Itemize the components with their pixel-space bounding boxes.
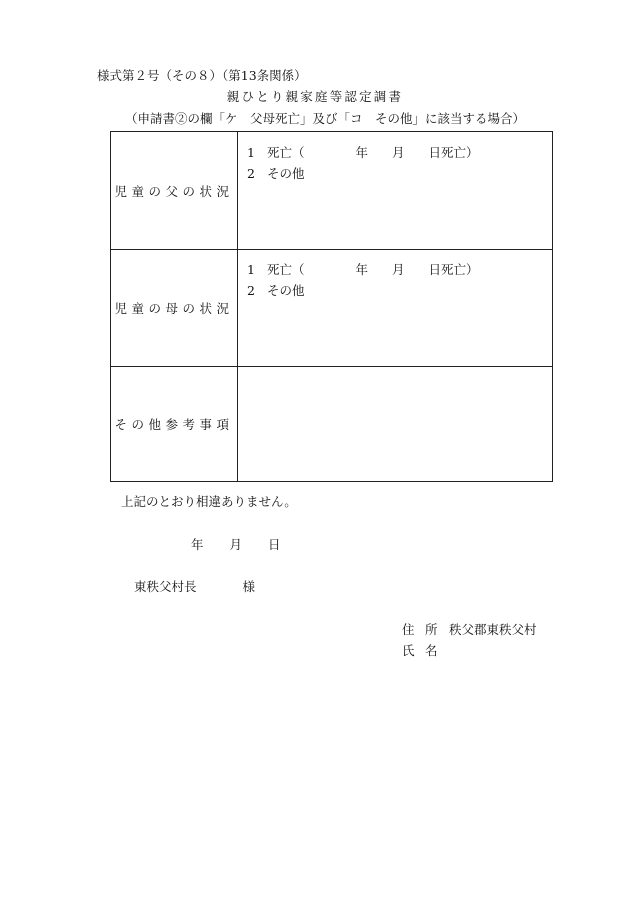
month-unit: 月 [392, 145, 405, 160]
row-label-father: 児童の父の状況 [111, 132, 238, 249]
row-label-mother: 児童の母の状況 [111, 250, 238, 366]
table-row-other-notes [111, 366, 552, 481]
option-number: 2 [247, 283, 255, 298]
other-notes-cell[interactable] [238, 367, 552, 481]
day-unit: 日死亡） [428, 145, 479, 160]
father-option-death [247, 143, 479, 161]
address-value: 秩父郡東秩父村 [449, 622, 537, 637]
table-row-mother [111, 249, 552, 366]
father-option-other [247, 164, 305, 182]
mother-status-cell[interactable] [238, 250, 552, 366]
option-text: その他 [267, 283, 305, 298]
year-unit: 年 [355, 262, 369, 277]
document-subtitle: （申請書②の欄「ケ 父母死亡」及び「コ その他」に該当する場合） [124, 111, 525, 126]
date-month-unit: 月 [229, 537, 243, 552]
addressee-honorific: 様 [242, 579, 256, 594]
addressee-name: 東秩父村長 [134, 579, 197, 594]
address-label: 住 所 [402, 622, 438, 637]
father-status-cell[interactable] [238, 132, 552, 249]
option-number: 1 [247, 262, 255, 277]
option-text: 死亡（ [267, 145, 305, 160]
form-number: 様式第２号（その８）（第13条関係） [97, 68, 307, 83]
table-row-father [111, 132, 552, 249]
mother-option-other [247, 281, 305, 299]
addressee [134, 577, 255, 595]
survey-table [110, 131, 553, 482]
name-label: 氏 名 [402, 643, 438, 658]
date-year-unit: 年 [191, 537, 204, 552]
document-title: 親ひとり親家庭等認定調書 [226, 89, 404, 104]
date-day-unit: 日 [268, 537, 281, 552]
applicant-address[interactable] [402, 620, 537, 638]
applicant-name[interactable] [402, 641, 449, 659]
declaration-text: 上記のとおり相違ありません。 [121, 494, 297, 509]
row-label-other-notes: その他参考事項 [111, 367, 238, 481]
option-text: 死亡（ [267, 262, 305, 277]
month-unit: 月 [392, 262, 405, 277]
option-number: 1 [247, 145, 255, 160]
year-unit: 年 [355, 145, 369, 160]
date-line[interactable] [191, 535, 281, 553]
day-unit: 日死亡） [428, 262, 479, 277]
option-text: その他 [267, 166, 305, 181]
option-number: 2 [247, 166, 255, 181]
mother-option-death [247, 260, 479, 278]
